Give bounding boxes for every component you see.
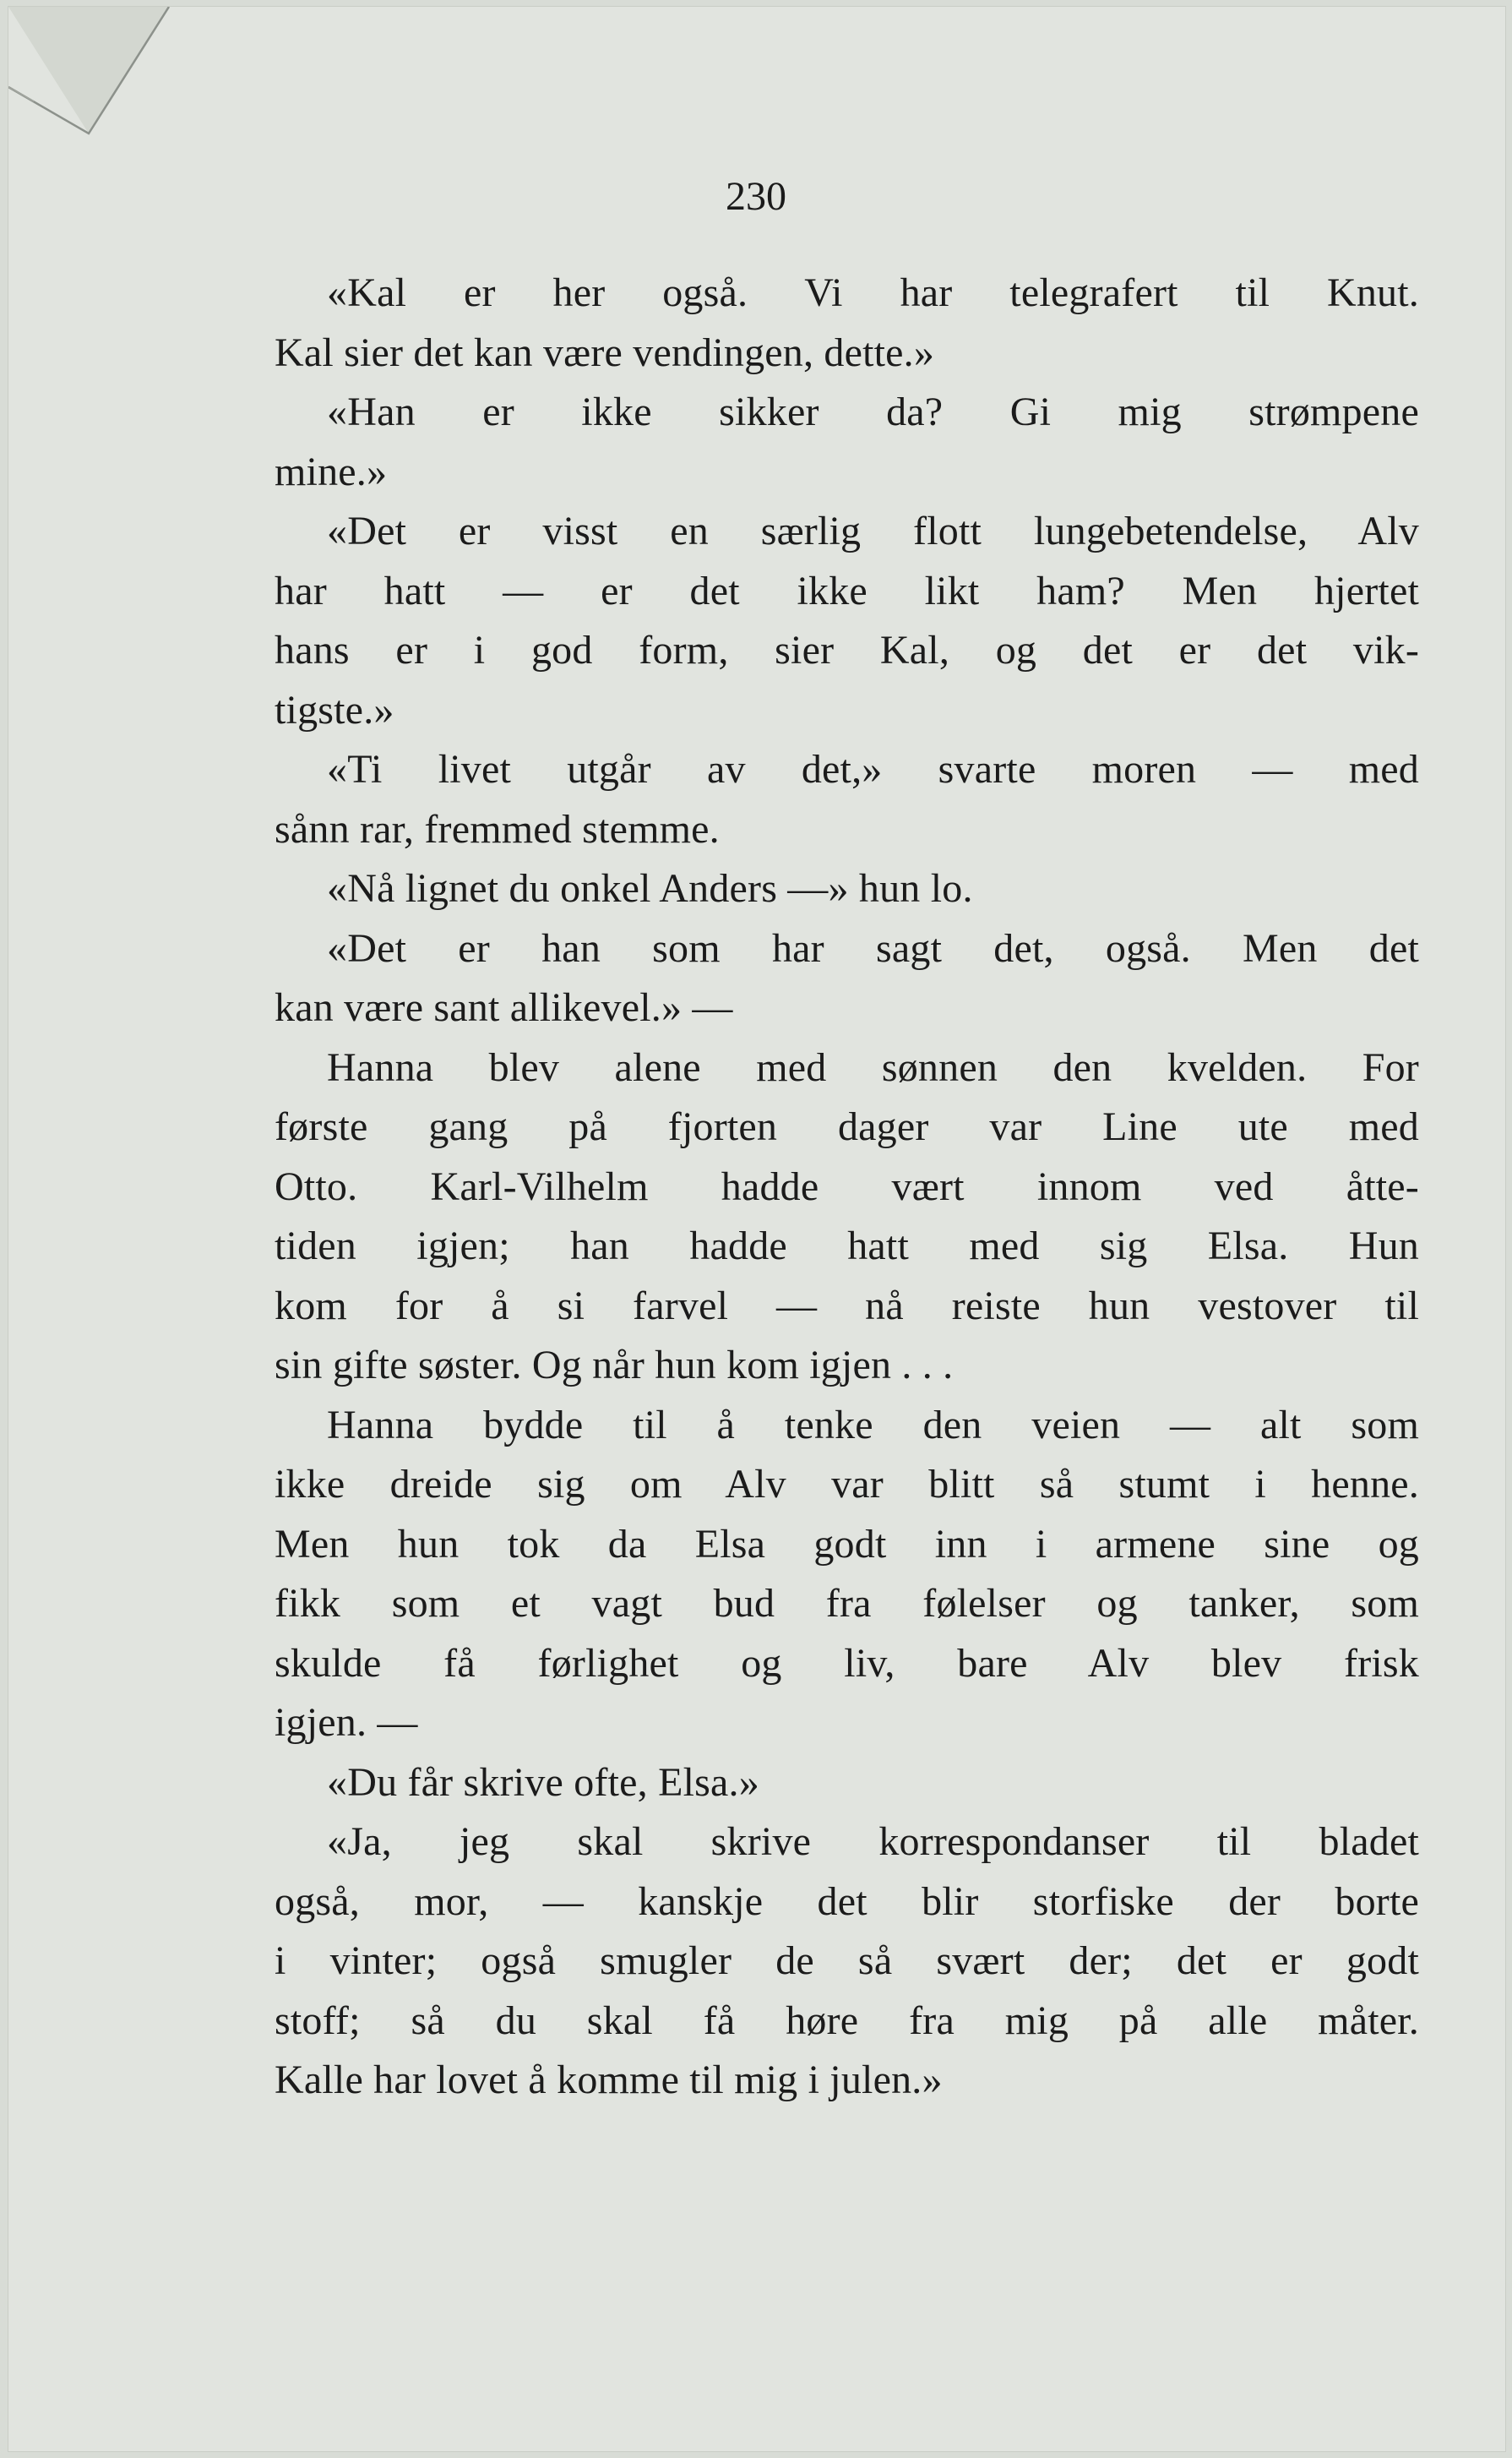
text-line: også, mor, — kanskje det blir storfiske der borte [275, 1878, 1419, 1924]
text-line: Hanna bydde til å tenke den veien — alt som [327, 1402, 1419, 1447]
text-line: «Det er han som har sagt det, også. Men det [327, 925, 1419, 971]
text-line: «Du får skrive ofte, Elsa.» [327, 1759, 759, 1805]
text-line: tiden igjen; han hadde hatt med sig Elsa. Hun [275, 1224, 1419, 1268]
text-line: første gang på fjorten dager var Line ute med [275, 1104, 1419, 1149]
folded-corner-icon [8, 7, 228, 150]
text-line: kom for å si farvel — nå reiste hun vestover til [275, 1283, 1419, 1328]
text-line: skulde få førlighet og liv, bare Alv blev frisk [275, 1640, 1419, 1686]
text-line: mine.» [275, 449, 388, 494]
text-line: tigste.» [275, 687, 394, 733]
text-line: Men hun tok da Elsa godt inn i armene sine og [275, 1521, 1419, 1567]
text-line: Kalle har lovet å komme til mig i julen.» [275, 2057, 943, 2102]
text-line: Kal sier det kan være vendingen, dette.» [275, 330, 935, 375]
text-line: Otto. Karl-Vilhelm hadde vært innom ved åtte- [275, 1164, 1419, 1209]
text-line: i vinter; også smugler de så svært der; det er godt [275, 1938, 1419, 1983]
text-line: har hatt — er det ikke likt ham? Men hjertet [275, 568, 1419, 613]
text-line: hans er i god form, sier Kal, og det er det vik- [275, 628, 1419, 673]
text-line: fikk som et vagt bud fra følelser og tanker, som [275, 1581, 1419, 1626]
text-line: Hanna blev alene med sønnen den kvelden. For [327, 1044, 1419, 1090]
body-text [275, 264, 1419, 2111]
text-line: igjen. — [275, 1700, 418, 1745]
text-line: «Han er ikke sikker da? Gi mig strømpene [327, 390, 1419, 434]
text-line: «Det er visst en særlig flott lungebetendelse, Alv [327, 509, 1419, 553]
page-number: 230 [726, 174, 786, 219]
text-line: ikke dreide sig om Alv var blitt så stumt i henne. [275, 1462, 1419, 1507]
text-line: sånn rar, fremmed stemme. [275, 806, 720, 852]
text-line: «Ti livet utgår av det,» svarte moren — med [327, 747, 1419, 792]
text-line: kan være sant allikevel.» — [275, 985, 733, 1030]
text-line: «Kal er her også. Vi har telegrafert til Knut. [327, 270, 1419, 315]
text-line: «Ja, jeg skal skrive korrespondanser til bladet [327, 1819, 1419, 1864]
text-line: «Nå lignet du onkel Anders —» hun lo. [327, 866, 973, 911]
text-line: sin gifte søster. Og når hun kom igjen . . . [275, 1343, 954, 1387]
text-line: stoff; så du skal få høre fra mig på alle måter. [275, 1997, 1419, 2043]
